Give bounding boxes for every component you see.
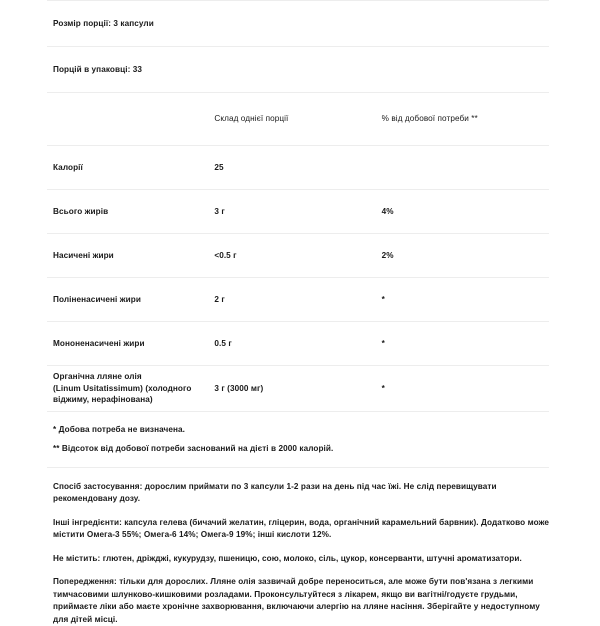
table-header-row [47, 93, 549, 146]
column-header-daily-value: % від добової потреби ** [382, 93, 549, 146]
table-row [47, 190, 549, 234]
footnotes-cell [47, 412, 549, 468]
nutrient-name: Насичені жири [47, 234, 214, 278]
supplement-facts-table [47, 0, 549, 467]
free-from-paragraph: Не містить: глютен, дріжджі, кукурудзу, пшеницю, сою, молоко, сіль, цукор, консерванти, штучні ароматизатори. [53, 553, 522, 563]
product-information [47, 467, 549, 626]
nutrient-daily-value: * [382, 366, 549, 412]
table-row [47, 366, 549, 412]
nutrient-daily-value: 4% [382, 190, 549, 234]
nutrient-amount: 3 г [214, 190, 381, 234]
nutrient-name: Органічна лляне олія [53, 371, 142, 381]
table-body [47, 1, 549, 468]
footnote-percent-daily-value-basis: ** Відсоток від добової потреби заснований на дієті в 2000 калорій. [53, 444, 334, 453]
column-header-amount-per-serving: Склад однієї порції [214, 93, 381, 146]
footnote-daily-value-not-established: * Добова потреба не визначена. [53, 425, 186, 435]
table-row [47, 278, 549, 322]
nutrient-amount: <0.5 г [214, 234, 381, 278]
column-header-name [47, 93, 214, 146]
footnotes-row [47, 412, 549, 468]
serving-size-label: Розмір порції: 3 капсули [47, 1, 549, 47]
nutrient-amount: 0.5 г [214, 322, 381, 366]
nutrient-name: Калорії [47, 146, 214, 190]
servings-per-container-row [47, 47, 549, 93]
table-row [47, 234, 549, 278]
footnotes [47, 424, 549, 455]
nutrient-name: Поліненасичені жири [47, 278, 214, 322]
nutrient-amount: 2 г [214, 278, 381, 322]
nutrient-amount: 3 г (3000 мг) [214, 366, 381, 412]
warning-paragraph: Попередження: тільки для дорослих. Лляне олія зазвичай добре переноситься, але може бути пов'язана з легкими тимчасовими шлунково-кишковими розладами. Проконсультуйтеся з лікарем, якщо ви вагітні/годуєте грудьми, приймаєте ліки або маєте хронічне захворювання, включаючи алергію на лляне насіння. Зберігайте у недоступному для дітей місці. [53, 577, 540, 624]
nutrient-daily-value: * [382, 278, 549, 322]
directions-paragraph: Спосіб застосування: дорослим приймати по 3 капсули 1-2 рази на день під час їжі. Не слід перевищувати рекомендовану дозу. [53, 482, 497, 504]
servings-per-container-label: Порцій в упаковці: 33 [47, 47, 549, 93]
table-row [47, 322, 549, 366]
nutrient-daily-value: 2% [382, 234, 549, 278]
nutrient-name: Всього жирів [47, 190, 214, 234]
nutrient-amount: 25 [214, 146, 381, 190]
other-ingredients-paragraph: Інші інгредієнти: капсула гелева (бичачий желатин, гліцерин, вода, органічний карамельний барвник). Додатково може містити Омега-3 55%; Омега-6 14%; Омега-9 19%; інші кислоти 12%. [53, 517, 550, 540]
nutrient-name-latin: (Linum Usitatissimum) (холодного віджиму, нерафінована) [53, 383, 192, 405]
serving-size-row [47, 1, 549, 47]
nutrient-daily-value: * [382, 322, 549, 366]
nutrient-name: Мононенасичені жири [47, 322, 214, 366]
table-row [47, 146, 549, 190]
nutrient-daily-value [382, 146, 549, 190]
nutrient-name-block [47, 366, 214, 412]
